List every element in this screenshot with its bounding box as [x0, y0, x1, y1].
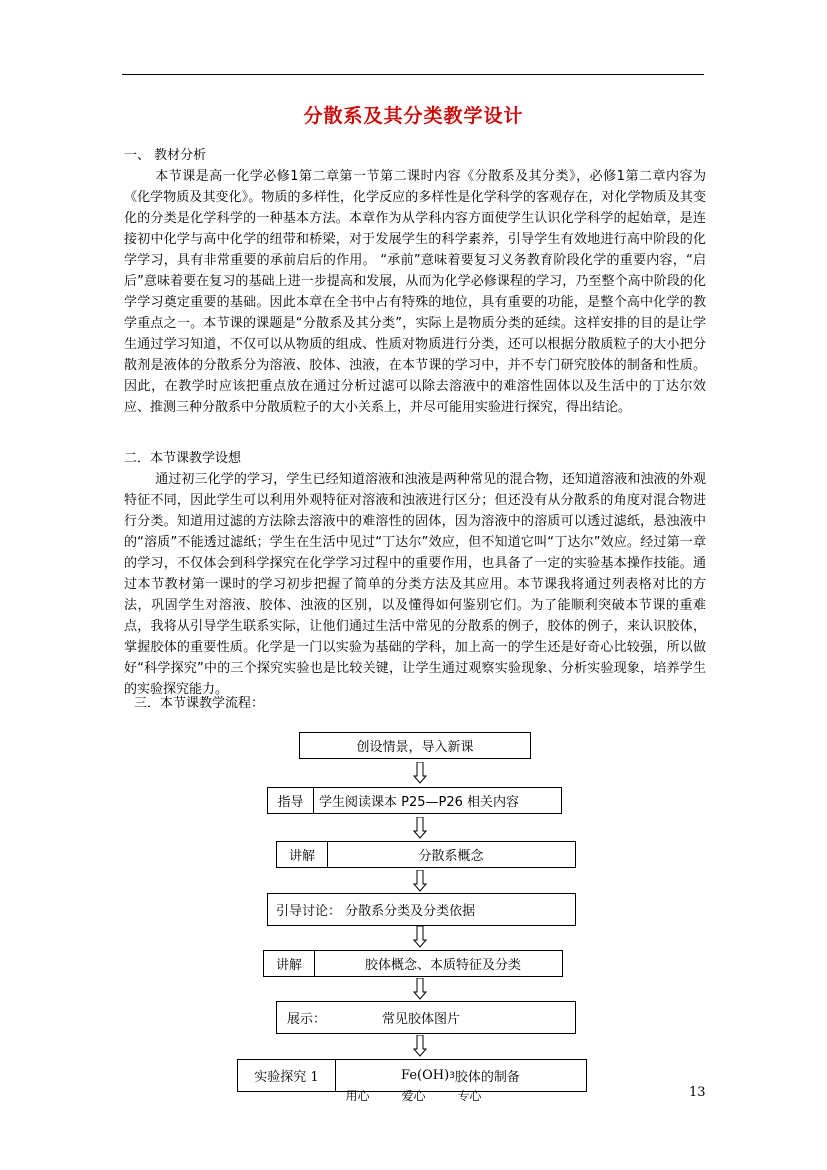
down-arrow-icon: [413, 817, 427, 839]
flow-box-intro: [299, 732, 531, 759]
down-arrow-icon: [413, 870, 427, 892]
flow-box-explain-1: [276, 841, 576, 868]
footer-word-3: 专心: [457, 1089, 482, 1103]
flow-text: 分散系概念: [418, 849, 484, 864]
flow-label: 展示：: [287, 1012, 327, 1027]
section-paragraph-1: 本节课是高一化学必修1第二章第一节第二课时内容《分散系及其分类》，必修1第二章内容为《化学物质及其变化》。物质的多样性，化学反应的多样性是化学科学的客观存在，对化学物质及其变化的分类是化学科学的一种基本方法。本章作为从学科内容方面使学生认识化学科学的起始章，是连接初中化学与高中化学的纽带和桥梁，对于发展学生的科学素养，引导学生有效地进行高中阶段的化学学习，具有非常重要的承前启后的作用。 “承前”意味着要复习义务教育阶段化学的重要内容，“启后”意味着要在复习的基础上进一步提高和发展，从而为化学必修课程的学习，乃至整个高中阶段的化学学习奠定重要的基础。因此本章在全书中占有特殊的地位，具有重要的功能，是整个高中化学的教学重点之一。本节课的课题是“分散系及其分类”，实际上是物质分类的延续。这样安排的目的是让学生通过学习知道，不仅可以从物质的组成、性质对物质进行分类，还可以根据分散质粒子的大小把分散剂是液体的分散系分为溶液、胶体、浊液，在本节课的学习中，并不专门研究胶体的制备和性质。因此，在教学时应该把重点放在通过分析过滤可以除去溶液中的难溶性固体以及生活中的丁达尔效应、推测三种分散系中分散质粒子的大小关系上，并尽可能用实验进行探究，得出结论。: [124, 169, 706, 415]
down-arrow-icon: [413, 762, 427, 784]
down-arrow-icon: [413, 926, 427, 948]
flow-box-discussion: [267, 893, 576, 926]
formula-subscript: 3: [449, 1070, 455, 1081]
section-heading-2: 二．本节课教学设想: [124, 451, 242, 466]
flow-text: 创设情景，导入新课: [356, 740, 474, 755]
flow-text-suffix: 胶体的制备: [454, 1070, 520, 1085]
footer-word-1: 用心: [345, 1089, 370, 1103]
section-heading-3: 三．本节课教学流程：: [134, 696, 265, 711]
flow-box-show: [276, 1001, 576, 1034]
section-heading-1: 一、 教材分析: [124, 148, 207, 163]
flow-label: 讲解: [264, 951, 315, 976]
flow-text: 胶体概念、本质特征及分类: [364, 958, 521, 973]
flow-box-guide: [267, 787, 562, 814]
footer-word-2: 爱心: [401, 1089, 426, 1103]
flow-box-explain-2: [263, 950, 563, 977]
header-rule: [122, 74, 704, 75]
flow-text: 引导讨论： 分散系分类及分类依据: [276, 904, 476, 919]
down-arrow-icon: [413, 978, 427, 1000]
formula-text: Fe(OH): [401, 1068, 450, 1083]
flow-label: 实验探究 1: [238, 1060, 336, 1091]
flow-text: 常见胶体图片: [382, 1012, 461, 1027]
flow-text: 学生阅读课本 P25—P26 相关内容: [319, 795, 520, 810]
page-number: 13: [689, 1085, 706, 1100]
section-paragraph-2: 通过初三化学的学习，学生已经知道溶液和浊液是两种常见的混合物，还知道溶液和浊液的外观特征不同，因此学生可以利用外观特征对溶液和浊液进行区分；但还没有从分散系的角度对混合物进行分类。知道用过滤的方法除去溶液中的难溶性的固体，因为溶液中的溶质可以透过滤纸，悬浊液中的“溶质”不能透过滤纸；学生在生活中见过“丁达尔”效应，但不知道它叫“丁达尔”效应。经过第一章的学习，不仅体会到科学探究在化学学习过程中的重要作用，也具备了一定的实验基本操作技能。通过本节教材第一课时的学习初步把握了简单的分类方法及其应用。本节课我将通过列表格对比的方法，巩固学生对溶液、胶体、浊液的区别，以及懂得如何鉴别它们。为了能顺利突破本节课的重难点，我将从引导学生联系实际，让他们通过生活中常见的分散系的例子，胶体的例子，来认识胶体，掌握胶体的重要性质。化学是一门以实验为基础的学科，加上高一的学生还是好奇心比较强，所以做好“科学探究”中的三个探究实验也是比较关键，让学生通过观察实验现象、分析实验现象，培养学生的实验探究能力。: [124, 472, 706, 697]
flow-label: 讲解: [277, 842, 328, 867]
flow-label: 指导: [268, 788, 314, 813]
down-arrow-icon: [413, 1035, 427, 1057]
document-title: 分散系及其分类教学设计: [303, 105, 524, 127]
